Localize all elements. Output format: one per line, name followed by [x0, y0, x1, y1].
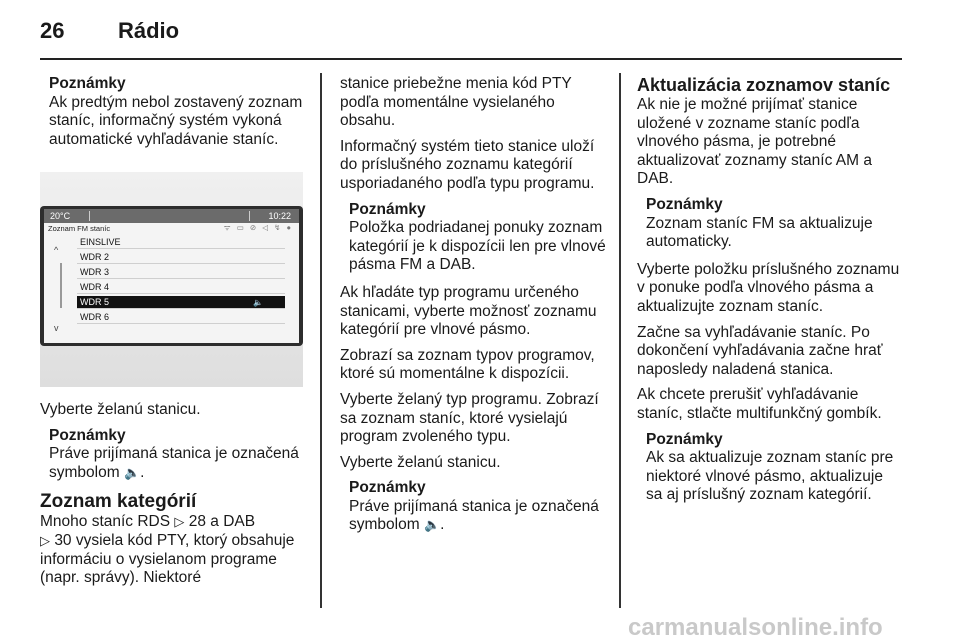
note-title: Poznámky — [646, 430, 723, 448]
page-header — [40, 18, 900, 48]
column-divider — [619, 73, 621, 608]
paragraph: stanice priebežne menia kód PTY podľa momentálne vysielaného obsahu. — [340, 75, 572, 130]
text-fragment: 30 vysiela kód PTY, ktorý obsahuje informáciu o vysielanom programe (napr. správy). Niektoré — [40, 531, 295, 587]
period: . — [440, 516, 445, 534]
text-fragment: Mnoho staníc RDS — [40, 513, 171, 531]
temperature: 20°C — [50, 211, 71, 221]
status-icons: ᯤ ▭ ⊘ ◁ ↯ ● — [223, 223, 293, 232]
station-label: WDR 5 — [80, 297, 109, 307]
column-2 — [340, 75, 606, 544]
note-box — [40, 427, 312, 483]
paragraph: Informačný systém tieto stanice uloží do príslušného zoznamu kategórií usporiadaného podľa typu programu. — [340, 137, 595, 192]
paragraph: Vyberte položku príslušného zoznamu v ponuke podľa vlnového pásma a aktualizujte zoznam staníc. — [637, 260, 900, 315]
paragraph: Ak nie je možné prijímať stanice uložené v zozname staníc podľa vlnového pásma, je potrebné aktualizovať zoznamy staníc AM a DAB. — [637, 96, 872, 188]
divider — [89, 211, 90, 221]
text-fragment: 28 a DAB — [188, 513, 256, 531]
paragraph: Vyberte želanú stanicu. — [340, 453, 501, 471]
paragraph: Ak chcete prerušiť vyhľadávanie staníc, stlačte multifunkčný gombík. — [637, 386, 882, 422]
header-rule — [40, 58, 902, 60]
clock: 10:22 — [268, 211, 291, 221]
period: . — [140, 463, 145, 481]
station-item: WDR 3 — [77, 266, 285, 279]
note-title: Poznámky — [349, 200, 426, 218]
paragraph: Zobrazí sa zoznam typov programov, ktoré sú momentálne k dispozícii. — [340, 346, 595, 383]
paragraph: Vyberte želaný typ programu. Zobrazí sa zoznam staníc, ktoré vysielajú program zvoleného typu. — [340, 390, 599, 446]
speaker-icon: 🔈 — [253, 298, 263, 307]
watermark: carmanualsonline.info — [628, 614, 883, 641]
note-box — [340, 201, 606, 275]
page-title: Rádio — [118, 18, 180, 43]
reference-arrow-icon: ▷ — [174, 514, 185, 530]
note-text: Zoznam staníc FM sa aktualizuje automaticky. — [646, 214, 873, 251]
status-bar — [44, 209, 299, 223]
list-title: Zoznam FM staníc — [48, 224, 111, 233]
note-title: Poznámky — [646, 195, 723, 213]
page-number: 26 — [40, 18, 65, 43]
note-box — [637, 196, 903, 252]
station-item-selected — [77, 296, 285, 309]
speaker-icon: 🔈 — [423, 517, 441, 533]
note-title: Poznámky — [49, 75, 126, 92]
note-title: Poznámky — [349, 479, 426, 497]
paragraph — [40, 513, 312, 587]
station-list-panel — [44, 223, 299, 343]
paragraph: Začne sa vyhľadávanie staníc. Po dokončení vyhľadávania začne hrať naposledy naladená stanica. — [637, 323, 883, 378]
note-text: Položka podriadanej ponuky zoznam kategórií je k dispozícii len pre vlnové pásma FM a DAB. — [349, 219, 606, 274]
speaker-icon: 🔈 — [123, 464, 141, 480]
note-box — [637, 431, 903, 505]
note-box — [40, 75, 308, 149]
section-heading: Aktualizácia zoznamov staníc — [637, 75, 891, 95]
scroll-down-icon: v — [54, 323, 59, 333]
display-bezel — [40, 206, 303, 346]
section-heading: Zoznam kategórií — [40, 491, 197, 513]
divider — [249, 211, 250, 221]
scrollbar — [60, 263, 62, 308]
note-text: Ak sa aktualizuje zoznam staníc pre niektoré vlnové pásmo, aktualizuje sa aj príslušný zoznam kategórií. — [646, 449, 894, 504]
paragraph: Vyberte želanú stanicu. — [40, 401, 201, 418]
note-text: Práve prijímaná stanica je označená symbolom — [49, 445, 299, 481]
station-item: WDR 6 — [77, 311, 285, 324]
station-item: WDR 4 — [77, 281, 285, 294]
scroll-up-icon: ^ — [54, 245, 59, 255]
column-1 — [40, 75, 308, 158]
note-title: Poznámky — [49, 426, 126, 444]
station-item: WDR 2 — [77, 251, 285, 264]
station-item: EINSLIVE — [77, 236, 285, 249]
column-1-lower — [40, 401, 312, 595]
column-3 — [637, 75, 903, 514]
radio-screen-image — [40, 172, 303, 387]
note-text: Práve prijímaná stanica je označená symbolom — [349, 497, 599, 534]
note-box — [340, 479, 606, 535]
paragraph: Ak hľadáte typ programu určeného stanicami, vyberte možnosť zoznamu kategórií pre vlnové pásmo. — [340, 283, 597, 339]
column-divider — [320, 73, 322, 608]
reference-arrow-icon: ▷ — [40, 532, 50, 548]
note-text: Ak predtým nebol zostavený zoznam staníc, informačný systém vykoná automatické vyhľadávanie staníc. — [49, 93, 303, 148]
